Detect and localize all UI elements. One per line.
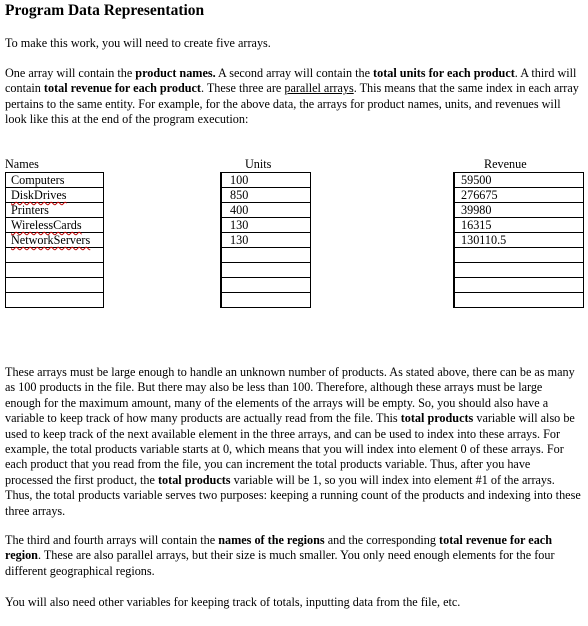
intro-paragraph: To make this work, you will need to create five arrays. — [5, 36, 271, 50]
arrays-paragraph — [5, 66, 581, 128]
revenue-header: Revenue — [484, 157, 527, 171]
names-array-cell — [6, 263, 103, 278]
units-array-cell — [222, 293, 310, 308]
units-array-cell — [222, 248, 310, 263]
units-array-cell: 130 — [222, 233, 310, 248]
names-array-cell — [6, 278, 103, 293]
text-run: A second array will contain the — [215, 66, 374, 80]
units-array-cell — [222, 278, 310, 293]
revenue-array-cell — [455, 263, 583, 278]
spelling-underlined-text: DiskDrives — [11, 188, 67, 202]
units-array-cell: 850 — [222, 188, 310, 203]
units-array-cell: 100 — [222, 173, 310, 188]
units-array-cell: 130 — [222, 218, 310, 233]
revenue-array-cell: 130110.5 — [455, 233, 583, 248]
text-run: variable will be 1, so you will index into element #1 of the arrays. Thus, the total products variable serves two purposes: keeping a running count of the products and indexing into these three arrays. — [5, 472, 581, 518]
revenue-array-cell: 59500 — [455, 173, 583, 188]
names-array-cell: Printers — [6, 203, 103, 218]
underlined-run: parallel arrays — [284, 81, 354, 96]
text-run: One array will contain the — [5, 66, 136, 80]
names-array-cell — [6, 293, 103, 308]
bold-run: total revenue for each region — [5, 533, 552, 563]
bold-run: names of the regions — [218, 533, 325, 547]
text-run: The third and fourth arrays will contain the — [5, 533, 219, 547]
document-title: Program Data Representation — [5, 2, 205, 19]
units-array-cell — [222, 263, 310, 278]
names-array — [5, 172, 104, 308]
names-header: Names — [5, 157, 39, 171]
bold-run: total products — [400, 411, 474, 426]
names-array-cell — [6, 218, 103, 233]
units-array — [220, 172, 311, 308]
bold-run: total products — [157, 472, 231, 487]
text-run: . This means that the same index in each array pertains to the same entity. For example, for the above data, the arrays for product names, units, and revenues will look like this at the end of the program execution: — [5, 81, 579, 127]
revenue-array-cell — [455, 293, 583, 308]
revenue-array-cell — [455, 248, 583, 263]
revenue-array-cell: 276675 — [455, 188, 583, 203]
other-variables-paragraph: You will also need other variables for keeping track of totals, inputting data from the file, etc. — [5, 595, 461, 609]
regions-paragraph — [5, 533, 581, 579]
revenue-array — [453, 172, 584, 308]
text-run: variable will also be used to keep track of the next available element in the three arrays, and can be used to index into these arrays. For example, the total products variable starts at 0, which means that you will index into element 0 of these arrays. For each product that you read from the file, you can increment the total products variable. Thus, after you have processed the first product, the — [5, 411, 575, 487]
bold-run: product names. — [135, 66, 216, 80]
revenue-array-cell — [455, 278, 583, 293]
array-size-paragraph — [5, 365, 581, 519]
bold-run: total revenue for each product — [43, 81, 201, 96]
revenue-array-cell: 39980 — [455, 203, 583, 218]
spelling-underlined-text: NetworkServers — [11, 233, 91, 247]
text-run: . These three are — [200, 81, 285, 96]
text-run: These arrays must be large enough to handle an unknown number of products. As stated above, there can be as many as 100 products in the file. But there may also be less than 100. Therefore, although these arrays must be large enough for the maximum amount, many of the elements of the arrays will be empty. So, you should also have a variable to keep track of how many products are actually read from the file. This — [5, 365, 575, 426]
names-array-cell: Computers — [6, 173, 103, 188]
text-run: . A third will contain — [5, 66, 577, 96]
names-array-cell — [6, 188, 103, 203]
text-run: and the corresponding — [324, 533, 440, 547]
text-run: . These are also parallel arrays, but their size is much smaller. You only need enough elements for the four different geographical regions. — [5, 548, 555, 578]
units-header: Units — [245, 157, 272, 171]
spelling-underlined-text: WirelessCards — [11, 218, 82, 232]
revenue-array-cell: 16315 — [455, 218, 583, 233]
names-array-cell — [6, 233, 103, 248]
bold-run: total units for each product — [373, 66, 515, 80]
units-array-cell: 400 — [222, 203, 310, 218]
names-array-cell — [6, 248, 103, 263]
